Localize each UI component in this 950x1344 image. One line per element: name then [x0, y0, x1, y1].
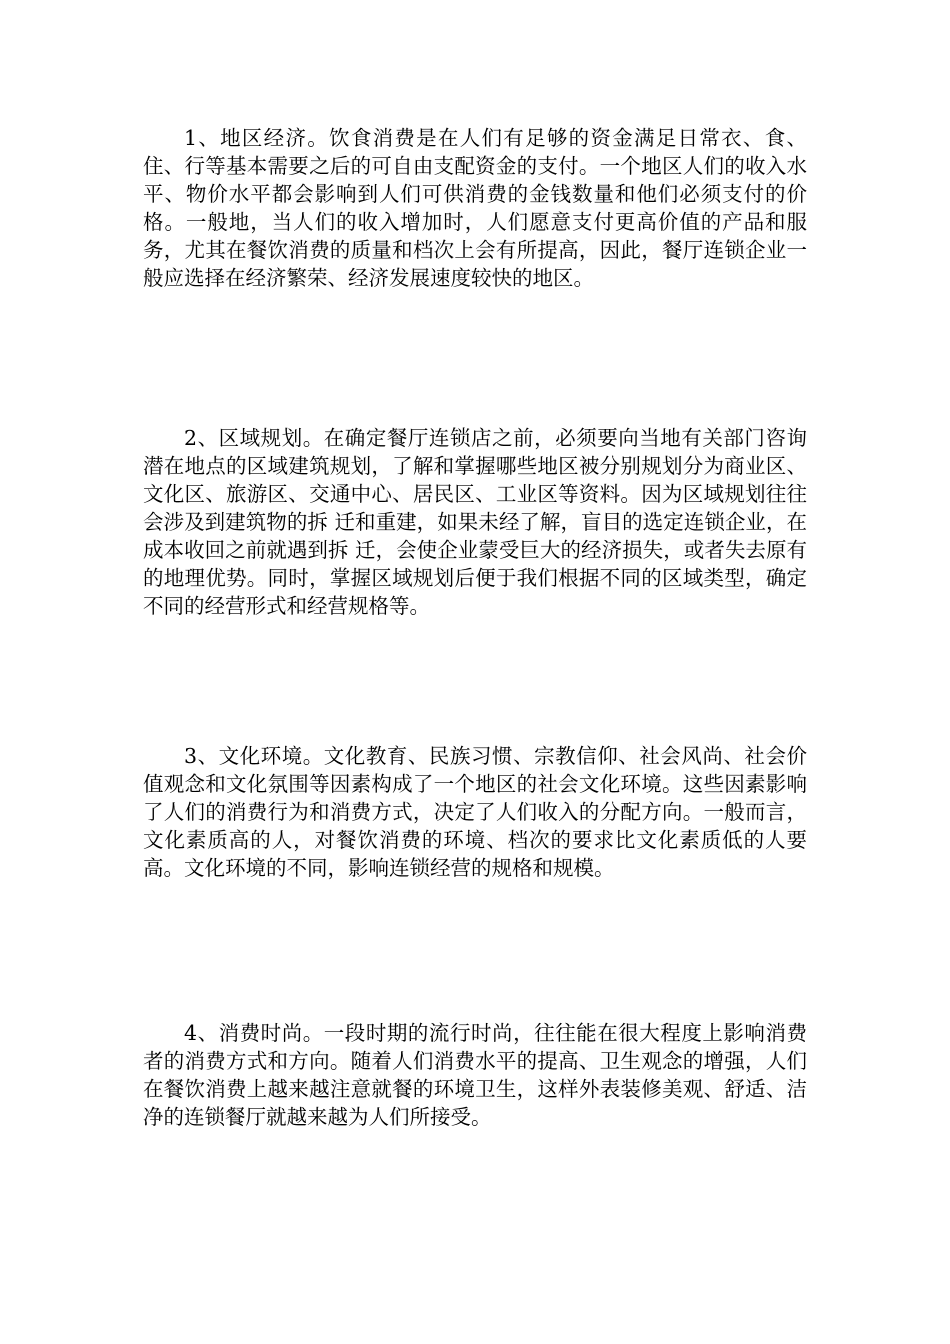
paragraph-regional-economy: 1、地区经济。饮食消费是在人们有足够的资金满足日常衣、食、住、行等基本需要之后的可自由支配资金的支付。一个地区人们的收入水平、物价水平都会影响到人们可供消费的金钱数量和他们必须支付的价格。一般地，当人们的收入增加时，人们愿意支付更高价值的产品和服务，尤其在餐饮消费的质量和档次上会有所提高，因此，餐厅连锁企业一般应选择在经济繁荣、经济发展速度较快的地区。 — [143, 126, 807, 290]
paragraph-cultural-environment: 3、文化环境。文化教育、民族习惯、宗教信仰、社会风尚、社会价值观念和文化氛围等因素构成了一个地区的社会文化环境。这些因素影响了人们的消费行为和消费方式，决定了人们收入的分配方向。一般而言，文化素质高的人，对餐饮消费的环境、档次的要求比文化素质低的人要高。文化环境的不同，影响连锁经营的规格和规模。 — [143, 744, 807, 880]
paragraph-consumption-trend: 4、消费时尚。一段时期的流行时尚，往往能在很大程度上影响消费者的消费方式和方向。随着人们消费水平的提高、卫生观念的增强，人们在餐饮消费上越来越注意就餐的环境卫生，这样外表装修美观、舒适、洁净的连锁餐厅就越来越为人们所接受。 — [143, 1021, 807, 1129]
paragraph-regional-planning: 2、区域规划。在确定餐厅连锁店之前，必须要向当地有关部门咨询潜在地点的区域建筑规划，了解和掌握哪些地区被分别规划分为商业区、文化区、旅游区、交通中心、居民区、工业区等资料。因为区域规划往往会涉及到建筑物的拆 迁和重建，如果未经了解，盲目的选定连锁企业，在成本收回之前就遇到拆 迁，会使企业蒙受巨大的经济损失，或者失去原有的地理优势。同时，掌握区域规划后便于我们根据不同的区域类型，确定不同的经营形式和经营规格等。 — [143, 426, 807, 618]
